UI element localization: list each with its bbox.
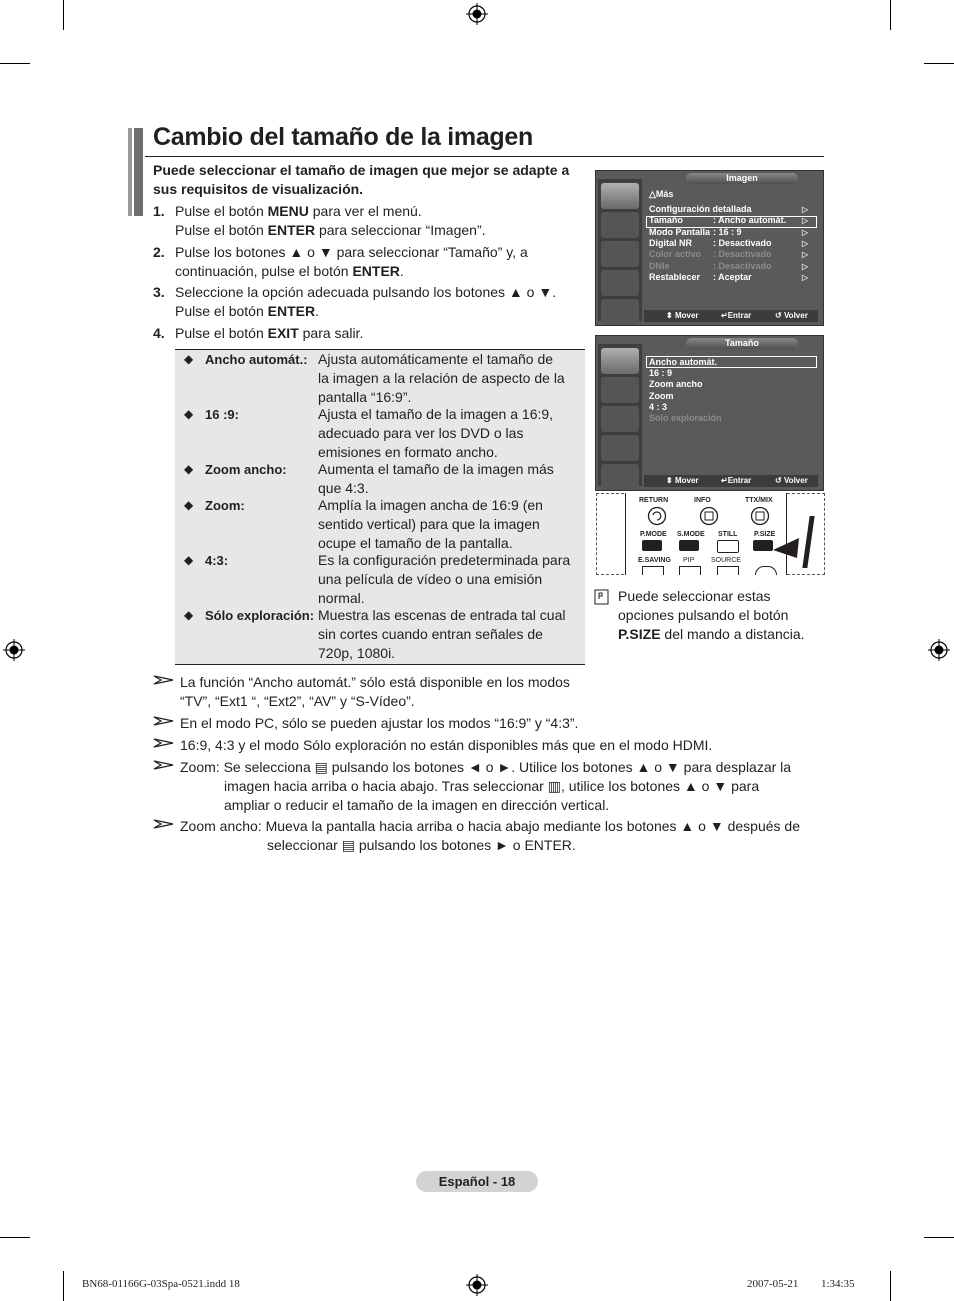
crop-mark [63,0,64,30]
step-line: Seleccione la opción adecuada pulsando los botones ▲ o ▼. [175,284,557,300]
option-key: 4:3: [205,553,229,568]
power-button[interactable] [755,566,777,575]
option-key: 16 :9: [205,407,239,422]
date-footer: 2007-05-21 ￿￿ 1:34:35 [747,1278,855,1290]
step-number: 4. [153,325,165,341]
note-line: 16:9, 4:3 y el modo Sólo exploración no están disponibles más que en el modo HDMI. [180,737,713,753]
option-description: Aumenta el tamaño de la imagen más que 4:3. [318,461,554,496]
step-line: Pulse el botón ENTER para seleccionar “Imagen”. [175,222,486,238]
osd-menu-item[interactable]: DNIe : Desactivado ▷ [649,261,809,271]
note-arrow-icon [153,715,175,727]
osd-size-option[interactable]: Zoom [649,391,674,401]
note-line: Zoom: Se selecciona ▤ pulsando los botones ◄ o ►. Utilice los botones ▲ o ▼ para desplazar la [180,759,792,775]
crop-mark [0,63,30,64]
osd-menu-item[interactable]: Color activo : Desactivado ▷ [649,249,809,259]
psize-button[interactable] [753,540,773,551]
osd-header: Imagen [686,173,798,184]
chevron-right-icon: ▷ [802,250,809,259]
registration-mark-icon [928,639,950,661]
bullet-diamond-icon: ◆ [184,553,194,567]
sound-icon [601,377,639,403]
osd-back-label: ↺ Volver [775,311,808,320]
registration-mark-icon [466,3,488,25]
bullet-diamond-icon: ◆ [184,608,194,622]
file-footer: BN68-01166G-03Spa-0521.indd 18 [82,1278,240,1290]
step-number: 2. [153,244,165,260]
bullet-diamond-icon: ◆ [184,498,194,512]
crop-mark [890,1271,891,1301]
intro-text: Puede seleccionar el tamaño de imagen que mejor se adapte a sus requisitos de visualización. [153,162,570,197]
step-number: 1. [153,203,165,219]
title-accent-bar [128,128,132,216]
ttx-label: TTX/MIX [745,497,773,504]
page-number-badge: Español - 18 [416,1171,538,1192]
channel-icon [601,406,639,432]
chevron-right-icon: ▷ [802,216,809,225]
osd-size-option[interactable]: Zoom ancho [649,379,703,389]
side-note-line: P.SIZE del mando a distancia. [618,626,805,642]
osd-menu-tamano [595,335,824,491]
page-title: Cambio del tamaño de la imagen [153,123,533,151]
source-button[interactable] [717,566,739,575]
side-note-line: Puede seleccionar estas [618,588,771,604]
options-table [175,349,585,665]
osd-more: △Más [649,189,674,199]
chevron-right-icon: ▷ [802,205,809,214]
osd-menu-item[interactable]: Tamaño : Ancho automát. ▷ [649,215,809,225]
step-line: Pulse el botón MENU para ver el menú. [175,203,422,219]
registration-mark-icon [466,1274,488,1296]
pip-label: PIP [683,557,695,564]
setup-icon [601,270,639,296]
psize-label: P.SIZE [754,531,776,538]
osd-size-option[interactable]: Sólo exploración [649,413,722,423]
option-key: Zoom ancho: [205,462,287,477]
note-line: ampliar o reducir el tamaño de la imagen en dirección vertical. [224,797,610,813]
return-button[interactable] [647,506,667,526]
crop-mark [0,1237,30,1238]
pmode-button[interactable] [642,540,662,551]
note-line: En el modo PC, sólo se pueden ajustar los modos “16:9” y “4:3”. [180,715,579,731]
osd-enter-label: ↵Entrar [721,311,752,320]
ttx-mix-button[interactable] [750,506,770,526]
note-arrow-icon [153,759,175,771]
osd-selection-highlight [646,216,817,228]
channel-icon [601,241,639,267]
step-line: Pulse el botón ENTER. [175,303,319,319]
setup-icon [601,435,639,461]
info-label: INFO [694,497,711,504]
note-icon [594,589,609,605]
note-line: La función “Ancho automát.” sólo está disponible en los modos [180,674,570,690]
osd-menu-item[interactable]: Modo Pantalla : 16 : 9 ▷ [649,227,809,237]
remote-control-detail [596,493,825,575]
note-arrow-icon [153,674,175,686]
osd-header: Tamaño [686,338,798,349]
bullet-diamond-icon: ◆ [184,352,194,366]
chevron-right-icon: ▷ [802,273,809,282]
osd-size-option[interactable]: 4 : 3 [649,402,668,412]
osd-footer [644,475,818,487]
registration-mark-icon [3,639,25,661]
sound-icon [601,212,639,238]
input-icon [601,299,639,325]
osd-menu-item[interactable]: Configuración detallada ▷ [649,204,809,214]
source-label: SOURCE [711,557,741,564]
still-label: STILL [718,531,738,538]
option-description: Muestra las escenas de entrada tal cual sin cortes cuando entran señales de 720p, 1080i. [318,607,566,661]
osd-enter-label: ↵Entrar [721,476,752,485]
title-rule [145,156,824,157]
pmode-label: P.MODE [640,531,667,538]
picture-icon [601,348,639,374]
note-arrow-icon [153,737,175,749]
esaving-label: E.SAVING [638,557,671,564]
option-key: Zoom: [205,498,245,513]
osd-size-option[interactable]: 16 : 9 [649,368,673,378]
osd-sidebar [598,344,642,486]
option-key: Ancho automát.: [205,352,308,367]
crop-mark [63,1271,64,1301]
crop-mark [890,0,891,30]
note-line: Zoom ancho: Mueva la pantalla hacia arriba o hacia abajo mediante los botones ▲ o ▼ después de [180,818,800,834]
chevron-right-icon: ▷ [802,239,809,248]
option-description: Ajusta el tamaño de la imagen a 16:9, adecuado para ver los DVD o las emisiones en formato ancho. [318,406,554,460]
chevron-right-icon: ▷ [802,262,809,271]
osd-menu-item[interactable]: Restablecer : Aceptar ▷ [649,272,809,282]
esaving-button[interactable] [642,566,664,575]
osd-menu-item[interactable]: Digital NR : Desactivado ▷ [649,238,809,248]
picture-icon [601,183,639,209]
info-button[interactable] [699,506,719,526]
bullet-diamond-icon: ◆ [184,462,194,476]
note-line: imagen hacia arriba o hacia abajo. Tras seleccionar ▥, utilice los botones ▲ o ▼ para [224,778,760,794]
step-line: continuación, pulse el botón ENTER. [175,263,404,279]
step-line: Pulse el botón EXIT para salir. [175,325,364,341]
smode-label: S.MODE [677,531,705,538]
osd-move-label: ⬍ Mover [666,311,699,320]
osd-back-label: ↺ Volver [775,476,808,485]
pip-button[interactable] [679,566,701,575]
osd-selection-highlight [646,356,817,368]
still-button[interactable] [717,540,739,553]
step-number: 3. [153,284,165,300]
input-icon [601,464,639,490]
chevron-right-icon: ▷ [802,228,809,237]
option-key: Sólo exploración: [205,608,315,623]
bullet-diamond-icon: ◆ [184,407,194,421]
option-description: Ajusta automáticamente el tamaño de la imagen a la relación de aspecto de la pantalla “16:9”. [318,351,565,405]
option-description: Amplía la imagen ancha de 16:9 (en sentido vertical) para que la imagen ocupe el tamaño de la pantalla. [318,497,543,551]
crop-mark [924,1237,954,1238]
note-arrow-icon [153,818,175,830]
option-description: Es la configuración predeterminada para una película de vídeo o una emisión normal. [318,552,571,606]
crop-mark [924,63,954,64]
smode-button[interactable] [679,540,699,551]
osd-sidebar [598,179,642,321]
note-line: “TV”, “Ext1 “, “Ext2”, “AV” y “S-Vídeo”. [180,693,415,709]
return-label: RETURN [639,497,669,504]
osd-footer [644,310,818,322]
step-line: Pulse los botones ▲ o ▼ para seleccionar “Tamaño” y, a [175,244,528,260]
osd-move-label: ⬍ Mover [666,476,699,485]
osd-size-option[interactable]: Ancho automát. [649,357,718,367]
highlight-stroke-icon [802,516,814,568]
title-accent-bar [134,128,143,216]
side-note-line: opciones pulsando el botón [618,607,789,623]
osd-menu-imagen [595,170,824,326]
pointer-arrow-icon [773,538,803,570]
note-line: seleccionar ▤ pulsando los botones ► o ENTER. [267,837,576,853]
